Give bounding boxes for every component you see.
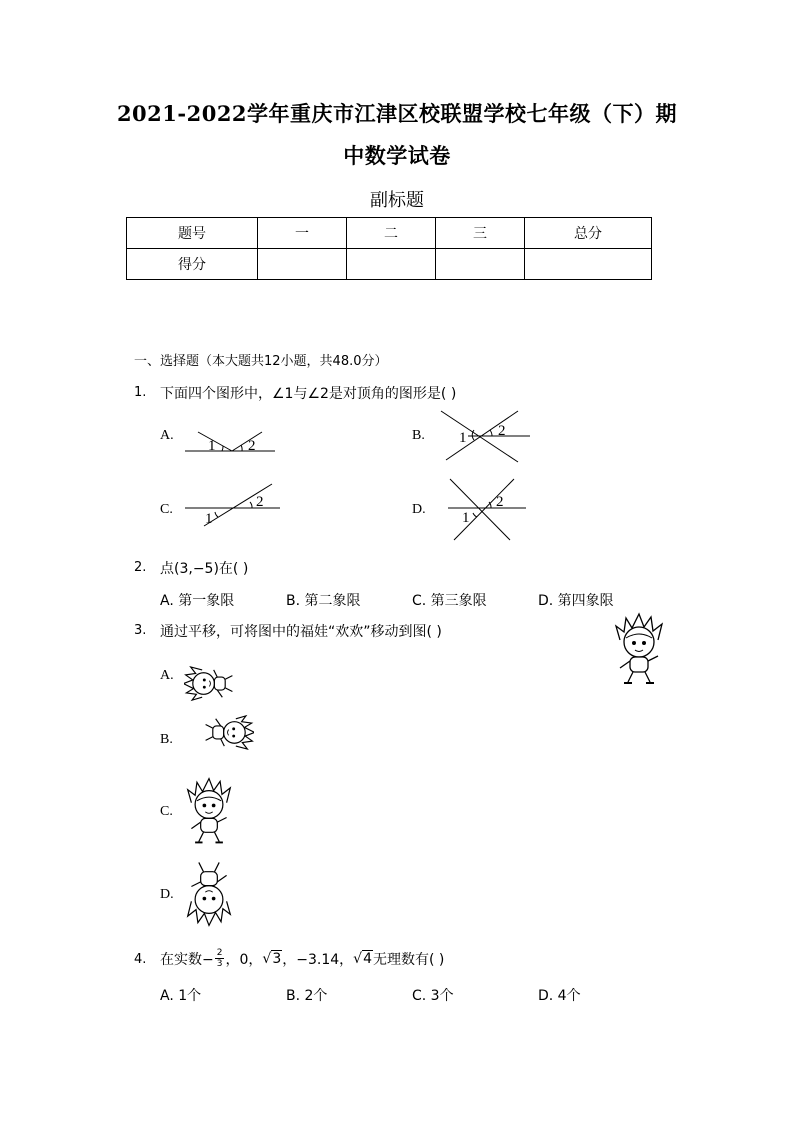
question-3-option-b: B. — [160, 732, 173, 747]
question-4-text-mid1: ，0， — [225, 951, 263, 968]
score-table-header-row — [127, 218, 652, 249]
score-table-cell — [347, 249, 436, 280]
question-4-text — [160, 948, 444, 969]
question-4-option-b: B. 2个 — [286, 988, 328, 1004]
score-table-cell — [525, 249, 652, 280]
fraction-two-thirds — [215, 948, 225, 969]
fraction-denominator: 3 — [216, 959, 223, 969]
question-3-option-d: D. — [160, 887, 174, 902]
question-1-option-d: D. — [412, 502, 426, 517]
sqrt-sign-icon: √ — [353, 950, 363, 967]
question-1-figure-d — [438, 476, 530, 544]
question-1-figure-a — [180, 420, 280, 460]
question-4-number: 4. — [134, 952, 147, 967]
angle-2-label: 2 — [248, 438, 256, 454]
question-2-option-b: B. 第二象限 — [286, 593, 361, 609]
score-table-cell — [436, 249, 525, 280]
question-1-figure-c — [180, 480, 284, 528]
question-2-text: 点(3,−5)在( ) — [160, 561, 249, 577]
question-1-option-b: B. — [412, 428, 425, 443]
score-table-cell: 题号 — [127, 218, 258, 249]
mascot-option-d-icon — [184, 858, 234, 928]
question-2-option-d: D. 第四象限 — [538, 593, 614, 609]
question-1-text: 下面四个图形中，∠1与∠2是对顶角的图形是( ) — [160, 386, 457, 402]
question-4-option-c: C. 3个 — [412, 988, 454, 1004]
mascot-option-b-icon — [184, 714, 254, 766]
angle-2-label: 2 — [498, 423, 506, 439]
sqrt-radicand-4: 4 — [363, 951, 372, 967]
angle-2-label: 2 — [256, 494, 264, 510]
question-4-option-a: A. 1个 — [160, 988, 202, 1004]
question-2-option-c: C. 第三象限 — [412, 593, 487, 609]
section-header-choice: 一、选择题（本大题共12小题，共48.0分） — [134, 354, 388, 369]
sqrt-sign-icon: √ — [262, 950, 272, 967]
angle-1-label: 1 — [205, 511, 213, 527]
question-3-option-c: C. — [160, 804, 173, 819]
fraction-numerator: 2 — [216, 948, 223, 958]
angle-1-label: 1 — [462, 510, 470, 526]
question-3-number: 3. — [134, 623, 147, 638]
exam-subtitle: 副标题 — [370, 190, 424, 211]
score-table-cell: 一 — [258, 218, 347, 249]
exam-title-line1: 2021-2022学年重庆市江津区校联盟学校七年级（下）期 — [116, 101, 678, 126]
question-2-number: 2. — [134, 560, 147, 575]
question-4-text-post: 无理数有( ) — [372, 951, 445, 968]
exam-title-line2: 中数学试卷 — [343, 143, 451, 168]
angle-1-label: 1 — [459, 430, 467, 446]
score-table-cell: 得分 — [127, 249, 258, 280]
score-table-cell: 三 — [436, 218, 525, 249]
mascot-option-a-icon — [184, 650, 254, 702]
sqrt-radicand-3: 3 — [272, 951, 282, 967]
score-table-cell: 总分 — [525, 218, 652, 249]
question-1-figure-b — [438, 408, 538, 466]
question-1-option-a: A. — [160, 428, 174, 443]
score-table-score-row — [127, 249, 652, 280]
question-4-text-pre: 在实数− — [160, 951, 214, 968]
question-1-number: 1. — [134, 385, 147, 400]
score-table — [126, 217, 652, 280]
score-table-cell — [258, 249, 347, 280]
question-4-text-mid2: ，−3.14， — [282, 951, 354, 968]
angle-1-label: 1 — [208, 438, 216, 454]
score-table-cell: 二 — [347, 218, 436, 249]
angle-2-label: 2 — [496, 494, 504, 510]
question-1-option-c: C. — [160, 502, 173, 517]
question-2-option-a: A. 第一象限 — [160, 593, 235, 609]
question-3-option-a: A. — [160, 668, 174, 683]
mascot-reference-icon — [612, 612, 666, 686]
mascot-option-c-icon — [184, 776, 234, 846]
question-4-option-d: D. 4个 — [538, 988, 581, 1004]
question-3-text: 通过平移，可将图中的福娃“欢欢”移动到图( ) — [160, 624, 442, 640]
